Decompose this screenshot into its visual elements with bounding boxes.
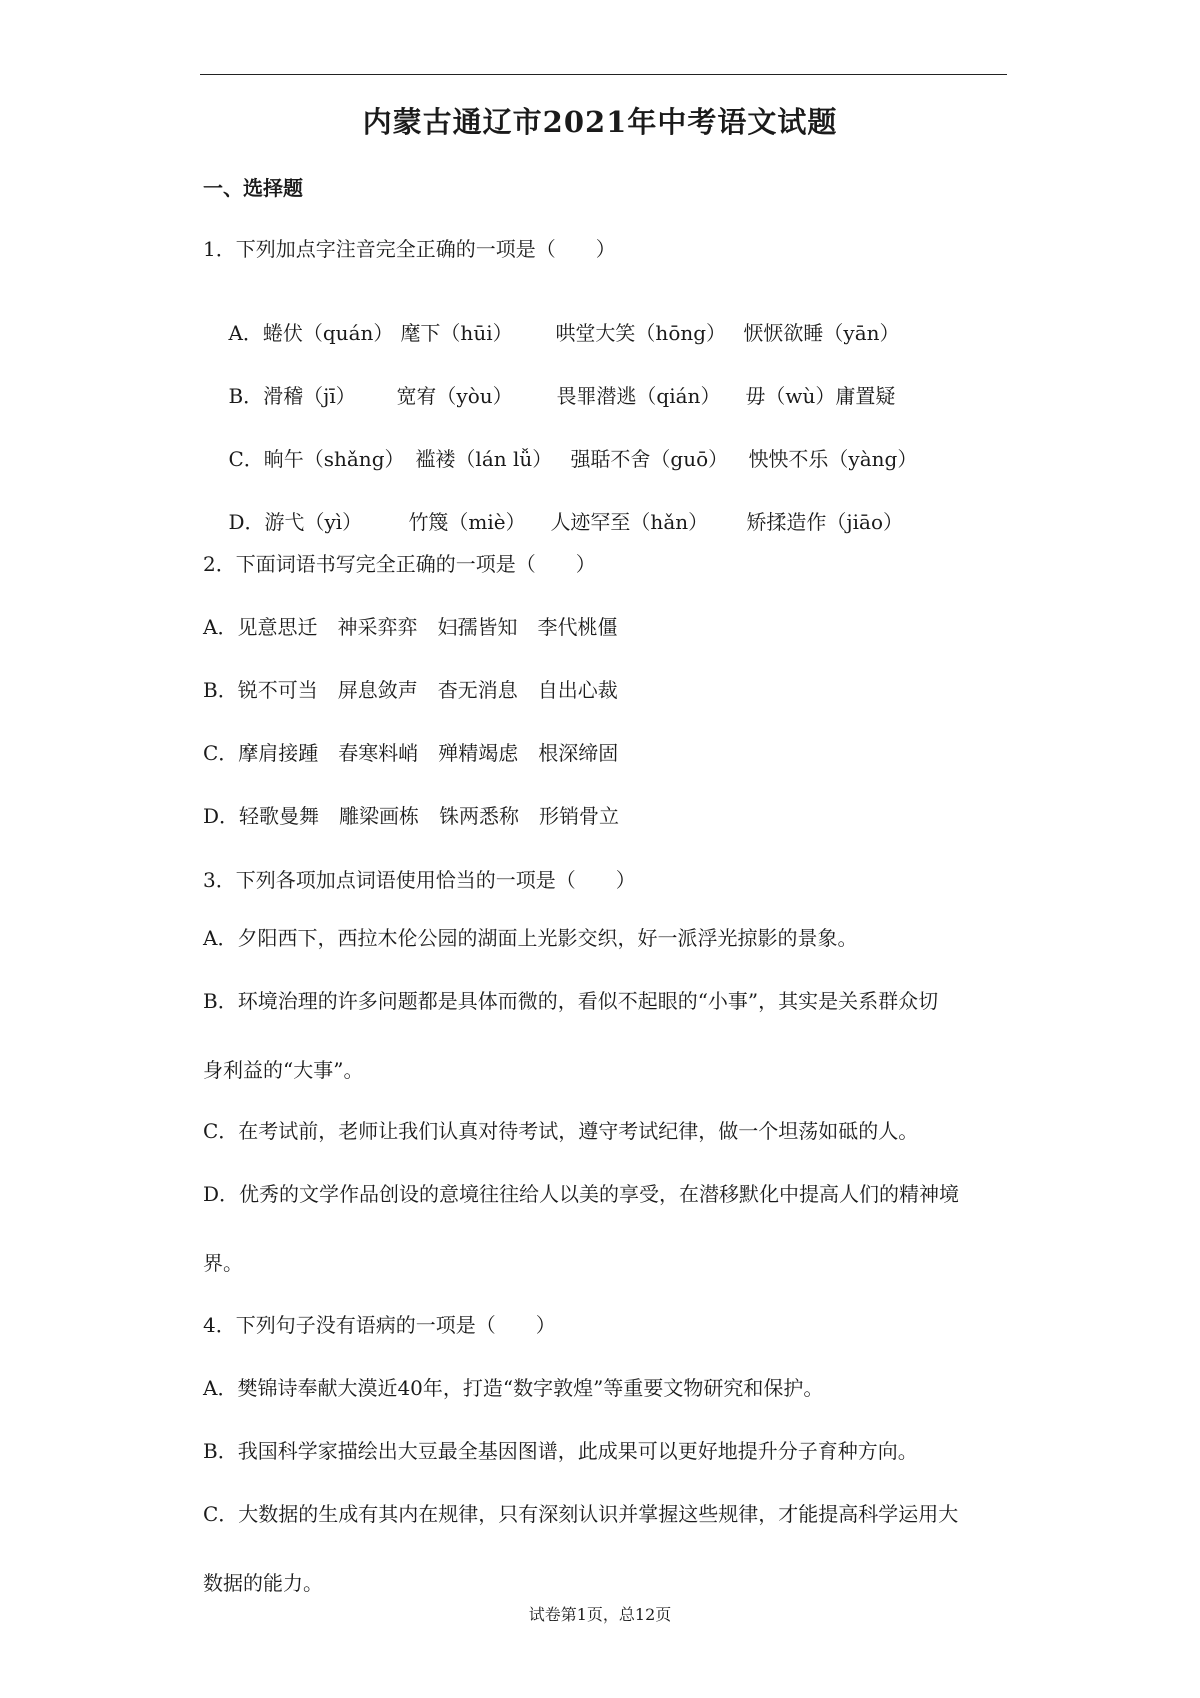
q2-option-a: A．见意思迁 神采弈弈 妇孺皆知 李代桃僵	[203, 615, 618, 639]
q3-option-d-line2: 界。	[203, 1251, 243, 1275]
q1-c-item-1: C．晌午（shǎng）	[228, 447, 405, 471]
q2-option-d: D．轻歌曼舞 雕梁画栋 铢两悉称 形销骨立	[203, 804, 620, 828]
page-footer: 试卷第1页，总12页	[528, 1605, 672, 1624]
q3-option-d-line1: D．优秀的文学作品创设的意境往往给人以美的享受，在潜移默化中提高人们的精神境	[203, 1182, 960, 1206]
q4-option-c-line1: C．大数据的生成有其内在规律，只有深刻认识并掌握这些规律，才能提高科学运用大	[203, 1502, 959, 1526]
q2-stem: 2．下面词语书写完全正确的一项是（ ）	[203, 552, 596, 576]
q1-d-item-1: D．游弋（yì）	[228, 510, 363, 534]
q1-c-item-2: 褴褛（lán lǚ）	[415, 447, 553, 471]
q2-option-b: B．锐不可当 屏息敛声 杳无消息 自出心裁	[203, 678, 618, 702]
q3-option-b-line2: 身利益的“大事”。	[203, 1058, 364, 1082]
q1-b-item-4: 毋（wù）庸置疑	[745, 384, 896, 408]
q1-c-item-4: 怏怏不乐（yàng）	[748, 447, 918, 471]
q1-a-item-3: 哄堂大笑（hōng）	[555, 321, 727, 345]
q4-option-c-line2: 数据的能力。	[203, 1571, 323, 1595]
q1-c-item-3: 强聒不舍（guō）	[570, 447, 729, 471]
q3-option-b-line1: B．环境治理的许多问题都是具体而微的，看似不起眼的“小事”，其实是关系群众切	[203, 989, 939, 1013]
header-rule	[200, 74, 1007, 75]
q1-a-item-2: 麾下（hūi）	[400, 321, 513, 345]
q1-a-item-4: 恹恹欲睡（yān）	[743, 321, 900, 345]
q4-option-a: A．樊锦诗奉献大漠近40年，打造“数字敦煌”等重要文物研究和保护。	[203, 1376, 824, 1400]
q1-d-item-3: 人迹罕至（hǎn）	[550, 510, 709, 534]
q4-stem: 4．下列句子没有语病的一项是（ ）	[203, 1313, 556, 1337]
q1-stem: 1．下列加点字注音完全正确的一项是（ ）	[203, 237, 616, 261]
q1-b-item-1: B．滑稽（jī）	[228, 384, 356, 408]
q3-option-c: C．在考试前，老师让我们认真对待考试，遵守考试纪律，做一个坦荡如砥的人。	[203, 1119, 919, 1143]
q4-option-b: B．我国科学家描绘出大豆最全基因图谱，此成果可以更好地提升分子育种方向。	[203, 1439, 918, 1463]
q3-stem: 3．下列各项加点词语使用恰当的一项是（ ）	[203, 868, 636, 892]
q1-d-item-2: 竹篾（miè）	[408, 510, 526, 534]
exam-title: 内蒙古通辽市2021年中考语文试题	[362, 105, 838, 139]
q1-b-item-3: 畏罪潜逃（qián）	[556, 384, 721, 408]
q1-b-item-2: 宽宥（yòu）	[396, 384, 513, 408]
q1-d-item-4: 矫揉造作（jiāo）	[746, 510, 903, 534]
section-heading: 一、选择题	[203, 176, 303, 200]
q1-a-item-1: A．蜷伏（quán）	[228, 321, 394, 345]
q2-option-c: C．摩肩接踵 春寒料峭 殚精竭虑 根深缔固	[203, 741, 619, 765]
q3-option-a: A．夕阳西下，西拉木伦公园的湖面上光影交织，好一派浮光掠影的景象。	[203, 926, 858, 950]
